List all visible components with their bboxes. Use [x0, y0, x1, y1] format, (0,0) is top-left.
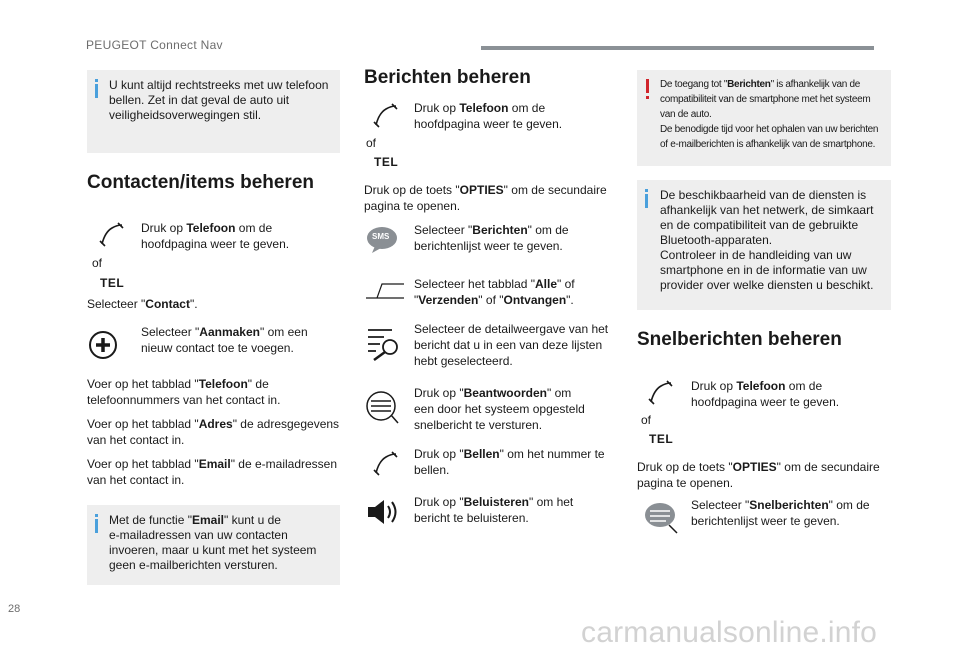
tel-button-label: TEL — [100, 276, 125, 290]
speaker-icon — [367, 498, 401, 526]
select-contact-text: Selecteer "Contact". — [87, 297, 198, 311]
step-create-text: Selecteer "Aanmaken" om een nieuw contact toe te voegen. — [141, 325, 308, 355]
tab-email-text: Voer op het tabblad "Email" de e-mailadressen van het contact in. — [87, 457, 338, 487]
telephone-icon — [648, 380, 674, 406]
tel-button-label: TEL — [649, 432, 674, 446]
info-box-email — [87, 505, 340, 585]
step-phone-text: Druk op Telefoon om de hoofdpagina weer te geven. — [141, 221, 290, 251]
warning-box-messages — [637, 70, 891, 166]
info-text: Met de functie "Email" kunt u de e-mailadressen van uw contacten invoeren, maar u kunt met het systeem geen e-mailberichten versturen. — [109, 513, 317, 572]
step-reply-text: Druk op "Beantwoorden" om een door het systeem opgesteld snelbericht te versturen. — [414, 386, 585, 432]
telephone-icon — [373, 103, 399, 129]
options-text: Druk op de toets "OPTIES" om de secundaire pagina te openen. — [364, 183, 607, 213]
tab-icon — [365, 283, 405, 299]
step-quick-messages-text: Selecteer "Snelberichten" om de berichtenlijst weer te geven. — [691, 498, 870, 528]
step-messages-text: Selecteer "Berichten" om de berichtenlijst weer te geven. — [414, 223, 569, 253]
telephone-icon — [373, 451, 399, 477]
info-box-services — [637, 180, 891, 310]
section-heading-messages: Berichten beheren — [364, 67, 531, 88]
info-box-direct-call — [87, 70, 340, 153]
sms-badge-label: SMS — [372, 232, 390, 241]
info-icon — [645, 189, 648, 192]
or-label: of — [92, 256, 103, 270]
step-listen-text: Druk op "Beluisteren" om het bericht te beluisteren. — [414, 495, 574, 525]
tab-address-text: Voer op het tabblad "Adres" de adresgegevens van het contact in. — [87, 417, 340, 447]
header-title: PEUGEOT Connect Nav — [86, 38, 223, 52]
page-number: 28 — [8, 603, 21, 615]
tel-button-label: TEL — [374, 155, 399, 169]
info-icon — [95, 514, 98, 517]
watermark: carmanualsonline.info — [581, 616, 878, 649]
section-heading-contacts: Contacten/items beheren — [87, 172, 314, 193]
detail-view-icon — [366, 326, 402, 362]
step-phone-text: Druk op Telefoon om de hoofdpagina weer te geven. — [691, 379, 840, 409]
sms-icon — [366, 226, 398, 254]
info-text: De beschikbaarheid van de diensten is afhankelijk van het netwerk, de simkaart en de compatibiliteit van de gebruikte Bluetooth-apparaten. Controleer in de handleiding van uw smartphone en in de informatie van uw provider over welke diensten u beschikt. — [660, 188, 874, 292]
add-contact-icon — [88, 330, 118, 360]
warning-icon — [646, 79, 649, 93]
or-label: of — [366, 136, 377, 150]
warning-text: De toegang tot "Berichten" is afhankelijk van de compatibiliteit van de smartphone met het systeem van de auto. De benodigde tijd voor het ophalen van uw berichten of e-mailberichten is afhankelijk van de smartphone. — [660, 79, 879, 150]
header-rule — [481, 46, 874, 50]
step-call-text: Druk op "Bellen" om het nummer te bellen. — [414, 447, 605, 477]
info-text: U kunt altijd rechtstreeks met uw telefoon bellen. Zet in dat geval de auto uit veiligheidsoverwegingen stil. — [109, 78, 329, 122]
reply-message-icon — [364, 391, 402, 425]
telephone-icon — [99, 222, 125, 248]
step-tabs-text: Selecteer het tabblad "Alle" of "Verzenden" of "Ontvangen". — [414, 277, 575, 307]
section-heading-quick-messages: Snelberichten beheren — [637, 329, 842, 350]
step-detail-text: Selecteer de detailweergave van het bericht dat u in een van deze lijsten hebt geselecteerd. — [414, 322, 609, 368]
or-label: of — [641, 413, 652, 427]
tab-phone-text: Voer op het tabblad "Telefoon" de telefoonnummers van het contact in. — [87, 377, 281, 407]
step-phone-text: Druk op Telefoon om de hoofdpagina weer te geven. — [414, 101, 563, 131]
quick-message-icon — [643, 502, 681, 534]
options-text: Druk op de toets "OPTIES" om de secundaire pagina te openen. — [637, 460, 880, 490]
info-icon — [95, 79, 98, 82]
